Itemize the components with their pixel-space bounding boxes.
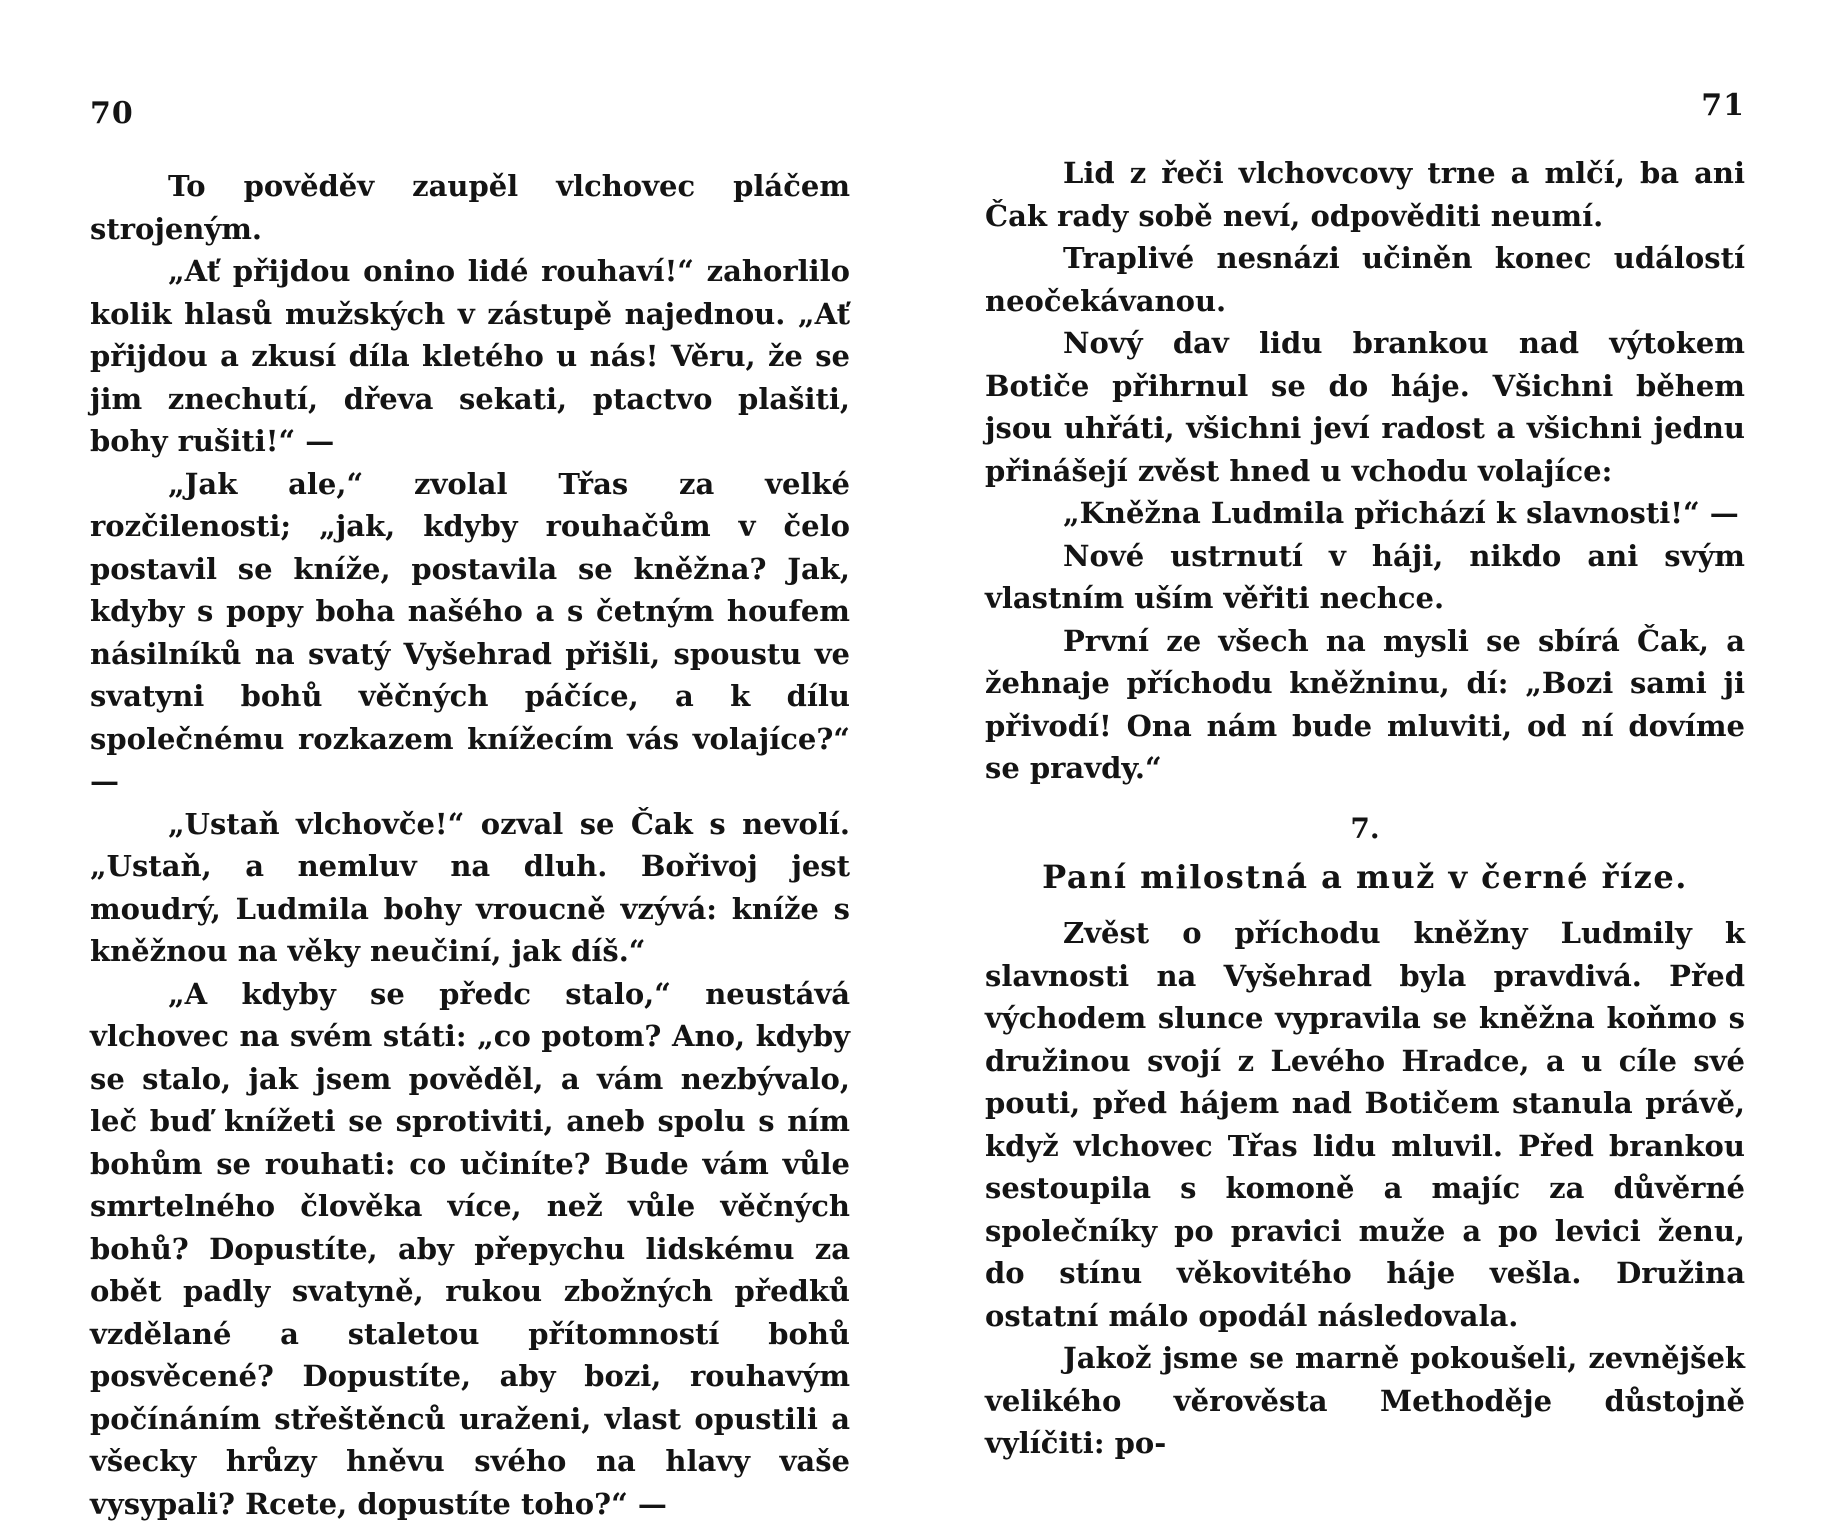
chapter-number: 7. xyxy=(985,812,1745,845)
paragraph: To pověděv zaupěl vlchovec pláčem strojeným. xyxy=(90,165,850,250)
page-number-left: 70 xyxy=(90,96,134,131)
page-number-right: 71 xyxy=(1701,88,1745,123)
chapter-title: Paní milostná a muž v černé říze. xyxy=(985,858,1745,896)
left-page-text xyxy=(90,165,850,1525)
paragraph: „Jak ale,“ zvolal Třas za velké rozčilenosti; „jak, kdyby rouhačům v čelo postavil se kníže, postavila se kněžna? Jak, kdyby s popy boha našého a s četným houfem násilníků na svatý Vyšehrad přišli, spoustu ve svatyni bohů věčných páčíce, a k dílu společnému rozkazem knížecím vás volajíce?“ — xyxy=(90,463,850,803)
paragraph: Nový dav lidu brankou nad výtokem Botiče přihrnul se do háje. Všichni během jsou uhřáti, všichni jeví radost a všichni jednu přinášejí zvěst hned u vchodu volajíce: xyxy=(985,322,1745,492)
right-page xyxy=(985,0,1745,1500)
right-page-text-bottom xyxy=(985,912,1745,1465)
paragraph: Lid z řeči vlchovcovy trne a mlčí, ba ani Čak rady sobě neví, odpověditi neumí. xyxy=(985,152,1745,237)
paragraph: „Ať přijdou onino lidé rouhaví!“ zahorlilo kolik hlasů mužských v zástupě najednou. „Ať přijdou a zkusí díla kletého u nás! Věru, že se jim znechutí, dřeva sekati, ptactvo plašiti, bohy rušiti!“ — xyxy=(90,250,850,463)
paragraph: Jakož jsme se marně pokoušeli, zevnějšek velikého věrověsta Methoděje důstojně vylíčiti: po- xyxy=(985,1337,1745,1465)
paragraph: „Kněžna Ludmila přichází k slavnosti!“ — xyxy=(985,492,1745,535)
paragraph: Nové ustrnutí v háji, nikdo ani svým vlastním uším věřiti nechce. xyxy=(985,535,1745,620)
paragraph: Traplivé nesnázi učiněn konec událostí neočekávanou. xyxy=(985,237,1745,322)
paragraph: První ze všech na mysli se sbírá Čak, a žehnaje příchodu kněžninu, dí: „Bozi sami ji přivodí! Ona nám bude mluviti, od ní dovíme se pravdy.“ xyxy=(985,620,1745,790)
left-page xyxy=(90,0,850,1500)
paragraph: „A kdyby se předc stalo,“ neustává vlchovec na svém státi: „co potom? Ano, kdyby se stalo, jak jsem pověděl, a vám nezbývalo, leč buď knížeti se sprotiviti, aneb spolu s ním bohům se rouhati: co učiníte? Bude vám vůle smrtelného člověka více, než vůle věčných bohů? Dopustíte, aby přepychu lidskému za obět padly svatyně, rukou zbožných předků vzdělané a staletou přítomností bohů posvěcené? Dopustíte, aby bozi, rouhavým počínáním střeštěnců uraženi, vlast opustili a všecky hrůzy hněvu svého na hlavy vaše vysypali? Rcete, dopustíte toho?“ — xyxy=(90,973,850,1525)
right-page-text-top xyxy=(985,152,1745,790)
paragraph: Zvěst o příchodu kněžny Ludmily k slavnosti na Vyšehrad byla pravdivá. Před východem slunce vypravila se kněžna koňmo s družinou svojí z Levého Hradce, a u cíle své pouti, před hájem nad Botičem stanula právě, když vlchovec Třas lidu mluvil. Před brankou sestoupila s komoně a majíc za důvěrné společníky po pravici muže a po levici ženu, do stínu věkovitého háje vešla. Družina ostatní málo opodál následovala. xyxy=(985,912,1745,1337)
paragraph: „Ustaň vlchovče!“ ozval se Čak s nevolí. „Ustaň, a nemluv na dluh. Bořivoj jest moudrý, Ludmila bohy vroucně vzývá: kníže s kněžnou na věky neučiní, jak díš.“ xyxy=(90,803,850,973)
